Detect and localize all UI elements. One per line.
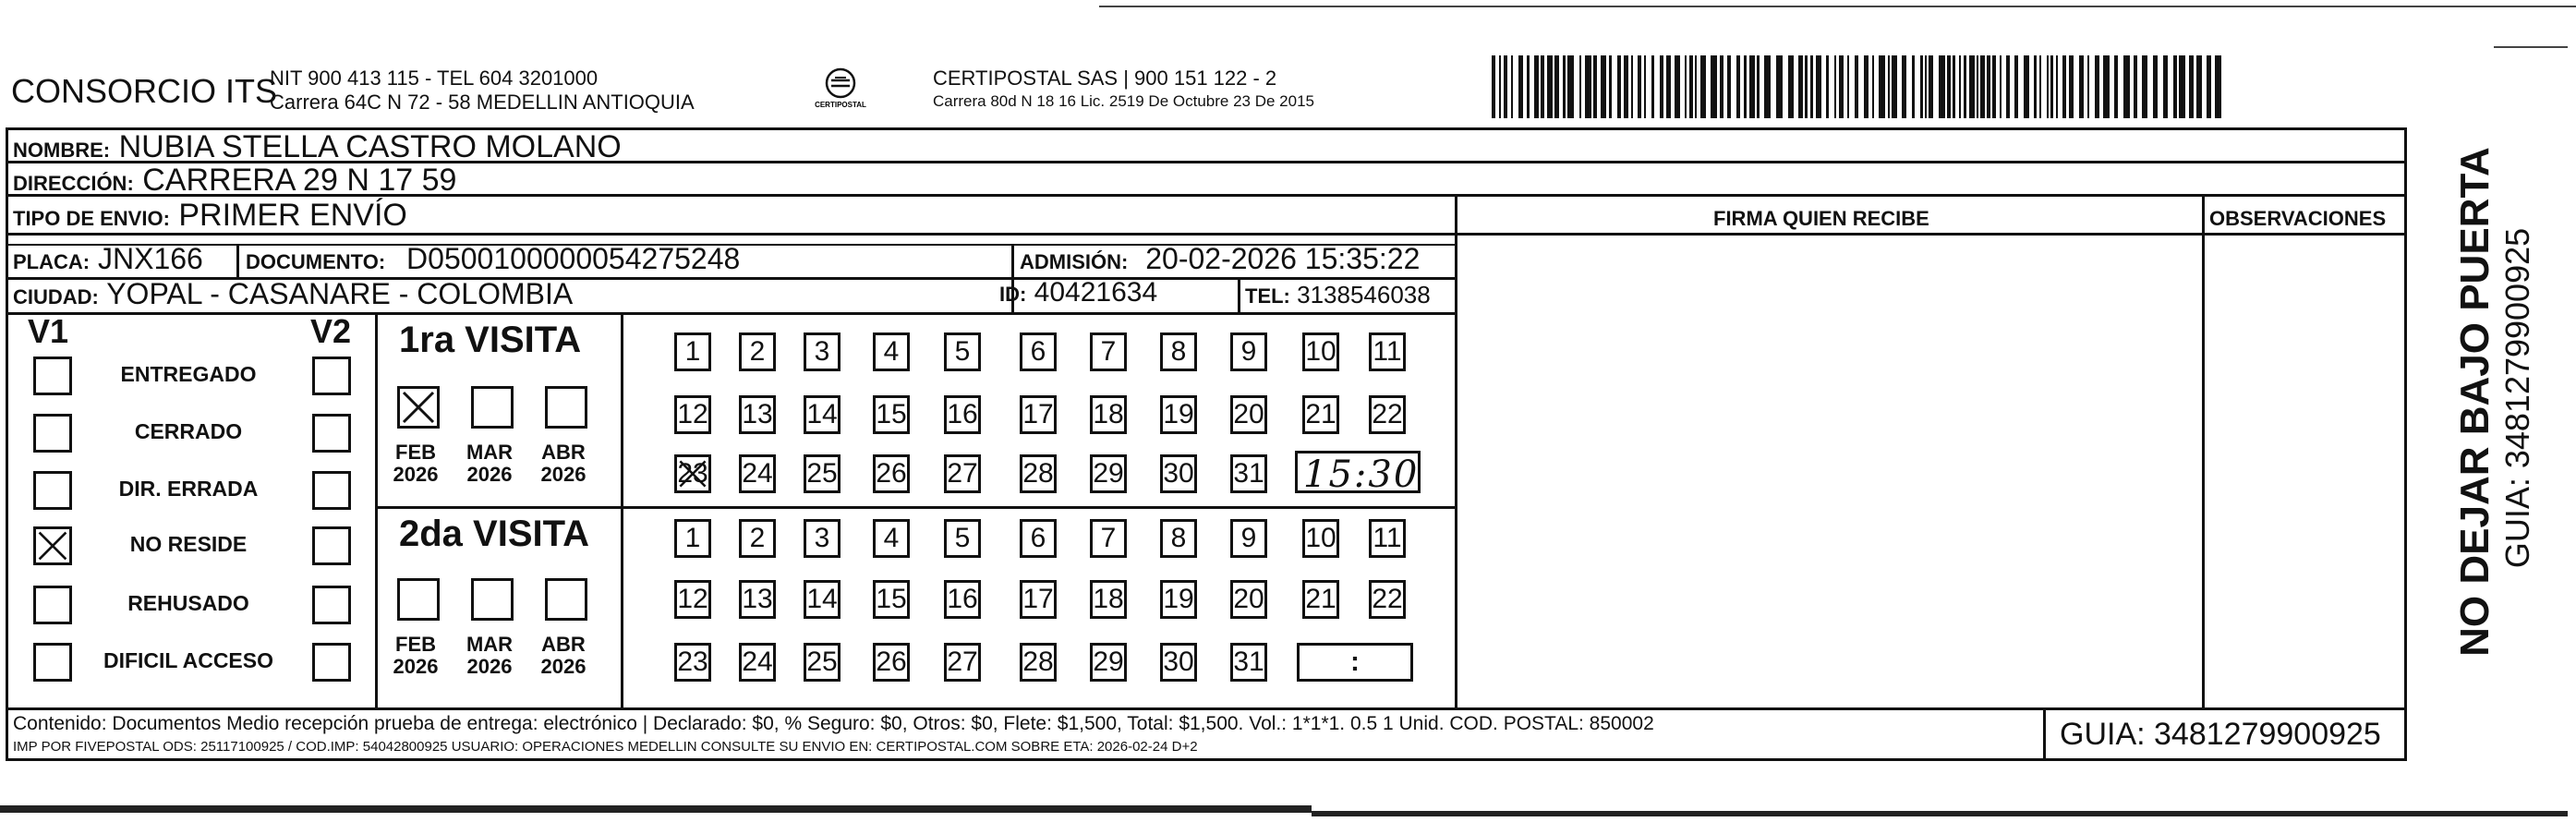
barcode-bar <box>2179 55 2185 118</box>
day-box[interactable]: 8 <box>1160 519 1197 558</box>
barcode-bar <box>1554 55 1559 118</box>
day-box[interactable]: 27 <box>944 454 981 493</box>
second-visit-title: 2da VISITA <box>399 514 589 554</box>
month-checkbox[interactable] <box>545 578 587 621</box>
day-box[interactable]: 30 <box>1160 454 1197 493</box>
month-checkbox[interactable] <box>545 386 587 429</box>
day-box[interactable]: 19 <box>1160 395 1197 434</box>
contenido-line: Contenido: Documentos Medio recepción prueba de entrega: electrónico | Declarado: $0, % Seguro: $0, Otros: $0, Flete: $1,500, Total: $1,500. Vol.: 1*1*1. 0.5 1 Unid. COD. POSTAL: 850002 <box>13 713 1654 734</box>
day-box[interactable]: 3 <box>804 519 841 558</box>
month-label <box>388 441 443 486</box>
day-box[interactable]: 22 <box>1369 580 1406 619</box>
month-year: 2026 <box>466 463 513 486</box>
barcode-bar <box>1764 55 1771 118</box>
status-label: ENTREGADO <box>120 362 257 386</box>
day-box[interactable]: 19 <box>1160 580 1197 619</box>
day-box[interactable]: 2 <box>739 519 776 558</box>
day-box[interactable]: 6 <box>1020 332 1057 371</box>
month-label <box>462 634 517 678</box>
barcode-bar <box>1534 55 1539 118</box>
barcode-bar <box>2024 55 2029 118</box>
month-label <box>536 634 591 678</box>
month-year: 2026 <box>540 655 587 678</box>
day-box[interactable]: 10 <box>1302 519 1339 558</box>
barcode-bar <box>1499 55 1501 118</box>
barcode-bar <box>1826 55 1829 118</box>
barcode-bar <box>1798 55 1803 118</box>
ciudad-label: CIUDAD: <box>13 285 99 308</box>
barcode-bar <box>1839 55 1844 118</box>
month-checkbox[interactable] <box>471 386 514 429</box>
barcode-bar <box>2215 55 2221 118</box>
v2-checkbox[interactable] <box>312 643 351 682</box>
barcode-bar <box>1987 55 1990 118</box>
scan-right-edge <box>2494 46 2568 48</box>
day-box[interactable]: 9 <box>1230 519 1267 558</box>
barcode-bar <box>1969 55 1975 118</box>
day-box[interactable]: 11 <box>1369 519 1406 558</box>
day-box[interactable]: 24 <box>739 643 776 682</box>
barcode-bar <box>2047 55 2049 118</box>
barcode <box>1492 55 2221 118</box>
month-year: 2026 <box>540 463 587 486</box>
barcode-bar <box>2062 55 2066 118</box>
barcode-bar <box>1929 55 1933 118</box>
tel-label: TEL: <box>1245 284 1290 308</box>
no-dejar-bajo-puerta: NO DEJAR BAJO PUERTA <box>2452 147 2497 657</box>
barcode-bar <box>1749 55 1755 118</box>
barcode-bar <box>1660 55 1663 118</box>
day-box[interactable]: 23 <box>674 643 711 682</box>
barcode-bar <box>1518 55 1523 118</box>
barcode-bar <box>1892 55 1897 118</box>
observaciones-label: OBSERVACIONES <box>2209 207 2387 230</box>
barcode-bar <box>1685 55 1687 118</box>
admision-label: ADMISIÓN: <box>1020 250 1129 273</box>
documento-label: DOCUMENTO: <box>246 250 386 273</box>
placa-label: PLACA: <box>13 250 91 273</box>
first-visit-title: 1ra VISITA <box>399 320 582 360</box>
barcode-bar <box>2196 55 2202 118</box>
day-box[interactable]: 14 <box>804 395 841 434</box>
barcode-bar <box>1902 55 1906 118</box>
day-box[interactable]: 5 <box>944 332 981 371</box>
barcode-bar <box>1511 55 1513 118</box>
direccion-label: DIRECCIÓN: <box>13 172 134 195</box>
day-box[interactable]: 16 <box>944 580 981 619</box>
barcode-bar <box>1855 55 1858 118</box>
barcode-bar <box>1593 55 1597 118</box>
barcode-bar <box>1624 55 1628 118</box>
barcode-bar <box>1810 55 1813 118</box>
day-box[interactable]: 31 <box>1230 643 1267 682</box>
barcode-bar <box>2142 55 2147 118</box>
v1-label: V1 <box>28 312 69 350</box>
scan-bottom-line-right <box>1312 811 2568 816</box>
day-box[interactable]: 7 <box>1090 519 1127 558</box>
barcode-bar <box>1939 55 1945 118</box>
month-checkbox[interactable] <box>397 578 440 621</box>
month-name: MAR <box>466 441 514 464</box>
certipostal-address: Carrera 80d N 18 16 Lic. 2519 De Octubre 23 De 2015 <box>933 92 1314 110</box>
x-mark-icon <box>400 389 437 426</box>
barcode-bar <box>1711 55 1717 118</box>
barcode-bar <box>2134 55 2137 118</box>
barcode-bar <box>1980 55 1985 118</box>
day-box[interactable]: 20 <box>1230 580 1267 619</box>
day-box[interactable]: 4 <box>873 332 910 371</box>
barcode-bar <box>2069 55 2074 118</box>
day-box[interactable]: 12 <box>674 580 711 619</box>
v2-checkbox[interactable] <box>312 586 351 624</box>
barcode-bar <box>1567 55 1574 118</box>
day-box[interactable]: 31 <box>1230 454 1267 493</box>
day-box[interactable]: 27 <box>944 643 981 682</box>
barcode-bar <box>1864 55 1869 118</box>
barcode-bar <box>1541 55 1544 118</box>
barcode-bar <box>2079 55 2084 118</box>
barcode-bar <box>1585 55 1591 118</box>
imp-line: IMP POR FIVEPOSTAL ODS: 25117100925 / COD.IMP: 54042800925 USUARIO: OPERACIONES MEDELLIN CONSULTE SU ENVIO EN: CERTIPOSTAL.COM SOBRE ETA: 2026-02-24 D+2 <box>13 739 1198 755</box>
month-name: ABR <box>541 633 586 656</box>
status-label: DIFICIL ACCESO <box>103 648 273 672</box>
barcode-bar <box>2034 55 2037 118</box>
nit-line: NIT 900 413 115 - TEL 604 3201000 <box>270 66 599 90</box>
month-checkbox[interactable] <box>397 386 440 429</box>
barcode-bar <box>2087 55 2089 118</box>
day-box[interactable]: 21 <box>1302 395 1339 434</box>
v2-checkbox[interactable] <box>312 357 351 395</box>
day-box[interactable]: 1 <box>674 332 711 371</box>
barcode-bar <box>1925 55 1927 118</box>
barcode-bar <box>1744 55 1747 118</box>
address-line: Carrera 64C N 72 - 58 MEDELLIN ANTIOQUIA <box>270 91 695 114</box>
company-name: CONSORCIO ITS <box>11 72 278 110</box>
ciudad-value: YOPAL - CASANARE - COLOMBIA <box>106 277 574 310</box>
barcode-bar <box>2050 55 2053 118</box>
x-mark-icon <box>677 457 708 490</box>
day-box[interactable]: 26 <box>873 454 910 493</box>
certipostal-line: CERTIPOSTAL SAS | 900 151 122 - 2 <box>933 66 1277 90</box>
barcode-bar <box>2056 55 2058 118</box>
barcode-bar <box>1992 55 1996 118</box>
day-box[interactable]: 26 <box>873 643 910 682</box>
barcode-bar <box>1977 55 1978 118</box>
day-box[interactable]: 5 <box>944 519 981 558</box>
barcode-bar <box>1547 55 1553 118</box>
guia-box: GUIA: 3481279900925 <box>2060 717 2381 752</box>
barcode-bar <box>1631 55 1633 118</box>
barcode-bar <box>1879 55 1885 118</box>
barcode-bar <box>1805 55 1808 118</box>
barcode-bar <box>1527 55 1530 118</box>
day-box[interactable]: 11 <box>1369 332 1406 371</box>
admision-value: 20-02-2026 15:35:22 <box>1145 242 1421 275</box>
barcode-bar <box>1727 55 1731 118</box>
barcode-bar <box>2014 55 2018 118</box>
placa-value: JNX166 <box>98 242 203 275</box>
tipo-envio-label: TIPO DE ENVIO: <box>13 207 170 230</box>
barcode-bar <box>1695 55 1697 118</box>
barcode-bar <box>1644 55 1646 118</box>
day-box[interactable]: 12 <box>674 395 711 434</box>
day-box[interactable]: 16 <box>944 395 981 434</box>
nombre-value: NUBIA STELLA CASTRO MOLANO <box>118 129 622 164</box>
barcode-bar <box>1579 55 1581 118</box>
barcode-bar <box>1651 55 1654 118</box>
day-box[interactable]: 2 <box>739 332 776 371</box>
barcode-bar <box>1888 55 1890 118</box>
barcode-bar <box>1953 55 1955 118</box>
day-box[interactable]: 15 <box>873 395 910 434</box>
barcode-bar <box>2163 55 2168 118</box>
barcode-bar <box>1666 55 1671 118</box>
barcode-bar <box>2153 55 2158 118</box>
day-box[interactable]: 23 <box>674 454 711 493</box>
day-box[interactable]: 1 <box>674 519 711 558</box>
month-checkbox[interactable] <box>471 578 514 621</box>
barcode-bar <box>1872 55 1874 118</box>
month-name: MAR <box>466 633 514 656</box>
id-label: ID: <box>999 283 1027 306</box>
barcode-bar <box>1720 55 1723 118</box>
day-box[interactable]: 17 <box>1020 395 1057 434</box>
day-box[interactable]: 13 <box>739 395 776 434</box>
firma-label: FIRMA QUIEN RECIBE <box>1713 207 1929 230</box>
barcode-bar <box>2189 55 2194 118</box>
barcode-bar <box>2000 55 2002 118</box>
day-box[interactable]: 29 <box>1090 454 1127 493</box>
day-box[interactable]: 13 <box>739 580 776 619</box>
scan-top-line <box>1099 6 2576 7</box>
month-year: 2026 <box>466 655 513 678</box>
day-box[interactable]: 10 <box>1302 332 1339 371</box>
day-box[interactable]: 6 <box>1020 519 1057 558</box>
day-box[interactable]: 28 <box>1020 643 1057 682</box>
second-visit-time-box[interactable] <box>1297 643 1413 682</box>
v2-label: V2 <box>310 312 352 350</box>
barcode-bar <box>1757 55 1760 118</box>
barcode-bar <box>1847 55 1849 118</box>
month-name: FEB <box>395 633 436 656</box>
documento-value: D0500100000054275248 <box>406 242 741 275</box>
direccion-value: CARRERA 29 N 17 59 <box>142 163 457 198</box>
side-text <box>2420 148 2576 683</box>
barcode-bar <box>2095 55 2099 118</box>
v2-checkbox[interactable] <box>312 471 351 510</box>
month-year: 2026 <box>393 655 439 678</box>
month-label <box>462 441 517 486</box>
id-value: 40421634 <box>1034 277 1158 308</box>
day-box[interactable]: 15 <box>873 580 910 619</box>
barcode-bar <box>1492 55 1495 118</box>
day-box[interactable]: 9 <box>1230 332 1267 371</box>
day-box[interactable]: 25 <box>804 454 841 493</box>
barcode-bar <box>1700 55 1706 118</box>
barcode-bar <box>1964 55 1966 118</box>
barcode-bar <box>1689 55 1693 118</box>
status-label: DIR. ERRADA <box>118 477 259 501</box>
second-visit-time-placeholder: : <box>1350 647 1360 677</box>
day-box[interactable]: 29 <box>1090 643 1127 682</box>
day-box[interactable]: 18 <box>1090 580 1127 619</box>
first-visit-time-box[interactable] <box>1295 451 1421 496</box>
day-box[interactable]: 30 <box>1160 643 1197 682</box>
barcode-bar <box>2103 55 2110 118</box>
day-box[interactable]: 25 <box>804 643 841 682</box>
day-box[interactable]: 22 <box>1369 395 1406 434</box>
barcode-bar <box>1920 55 1923 118</box>
day-box[interactable]: 3 <box>804 332 841 371</box>
day-box[interactable]: 28 <box>1020 454 1057 493</box>
month-label <box>388 634 443 678</box>
day-box[interactable]: 7 <box>1090 332 1127 371</box>
month-name: FEB <box>395 441 436 464</box>
tipo-envio-value: PRIMER ENVÍO <box>178 198 407 233</box>
day-box[interactable]: 20 <box>1230 395 1267 434</box>
v2-checkbox[interactable] <box>312 414 351 453</box>
barcode-bar <box>1504 55 1507 118</box>
barcode-bar <box>2006 55 2010 118</box>
day-box[interactable]: 17 <box>1020 580 1057 619</box>
status-label: CERRADO <box>134 419 243 443</box>
barcode-bar <box>1947 55 1951 118</box>
barcode-bar <box>1601 55 1606 118</box>
barcode-bar <box>2123 55 2130 118</box>
barcode-bar <box>1609 55 1612 118</box>
status-label: REHUSADO <box>127 591 249 615</box>
month-name: ABR <box>541 441 586 464</box>
barcode-bar <box>1675 55 1680 118</box>
v2-checkbox[interactable] <box>312 526 351 565</box>
side-guia: GUIA: 3481279900925 <box>2498 227 2536 569</box>
certipostal-logo <box>813 66 868 113</box>
month-year: 2026 <box>393 463 439 486</box>
tel-value: 3138546038 <box>1297 281 1431 308</box>
day-box[interactable]: 14 <box>804 580 841 619</box>
barcode-bar <box>1912 55 1915 118</box>
barcode-bar <box>1563 55 1566 118</box>
day-box[interactable]: 4 <box>873 519 910 558</box>
barcode-bar <box>1959 55 1961 118</box>
barcode-bar <box>1816 55 1821 118</box>
day-box[interactable]: 8 <box>1160 332 1197 371</box>
day-box[interactable]: 21 <box>1302 580 1339 619</box>
barcode-bar <box>1788 55 1794 118</box>
barcode-bar <box>1736 55 1740 118</box>
barcode-bar <box>1617 55 1621 118</box>
svg-text:CERTIPOSTAL: CERTIPOSTAL <box>815 101 866 109</box>
barcode-bar <box>2207 55 2211 118</box>
barcode-bar <box>1638 55 1641 118</box>
nombre-label: NOMBRE: <box>13 139 111 162</box>
day-box[interactable]: 24 <box>739 454 776 493</box>
barcode-bar <box>1776 55 1783 118</box>
status-label: NO RESIDE <box>129 532 248 556</box>
scan-bottom-line <box>0 805 1312 813</box>
first-visit-time-value: 15:30 <box>1303 453 1420 496</box>
barcode-bar <box>2114 55 2118 118</box>
barcode-bar <box>2173 55 2177 118</box>
day-box[interactable]: 18 <box>1090 395 1127 434</box>
barcode-bar <box>1834 55 1836 118</box>
barcode-bar <box>2039 55 2041 118</box>
month-label <box>536 441 591 486</box>
